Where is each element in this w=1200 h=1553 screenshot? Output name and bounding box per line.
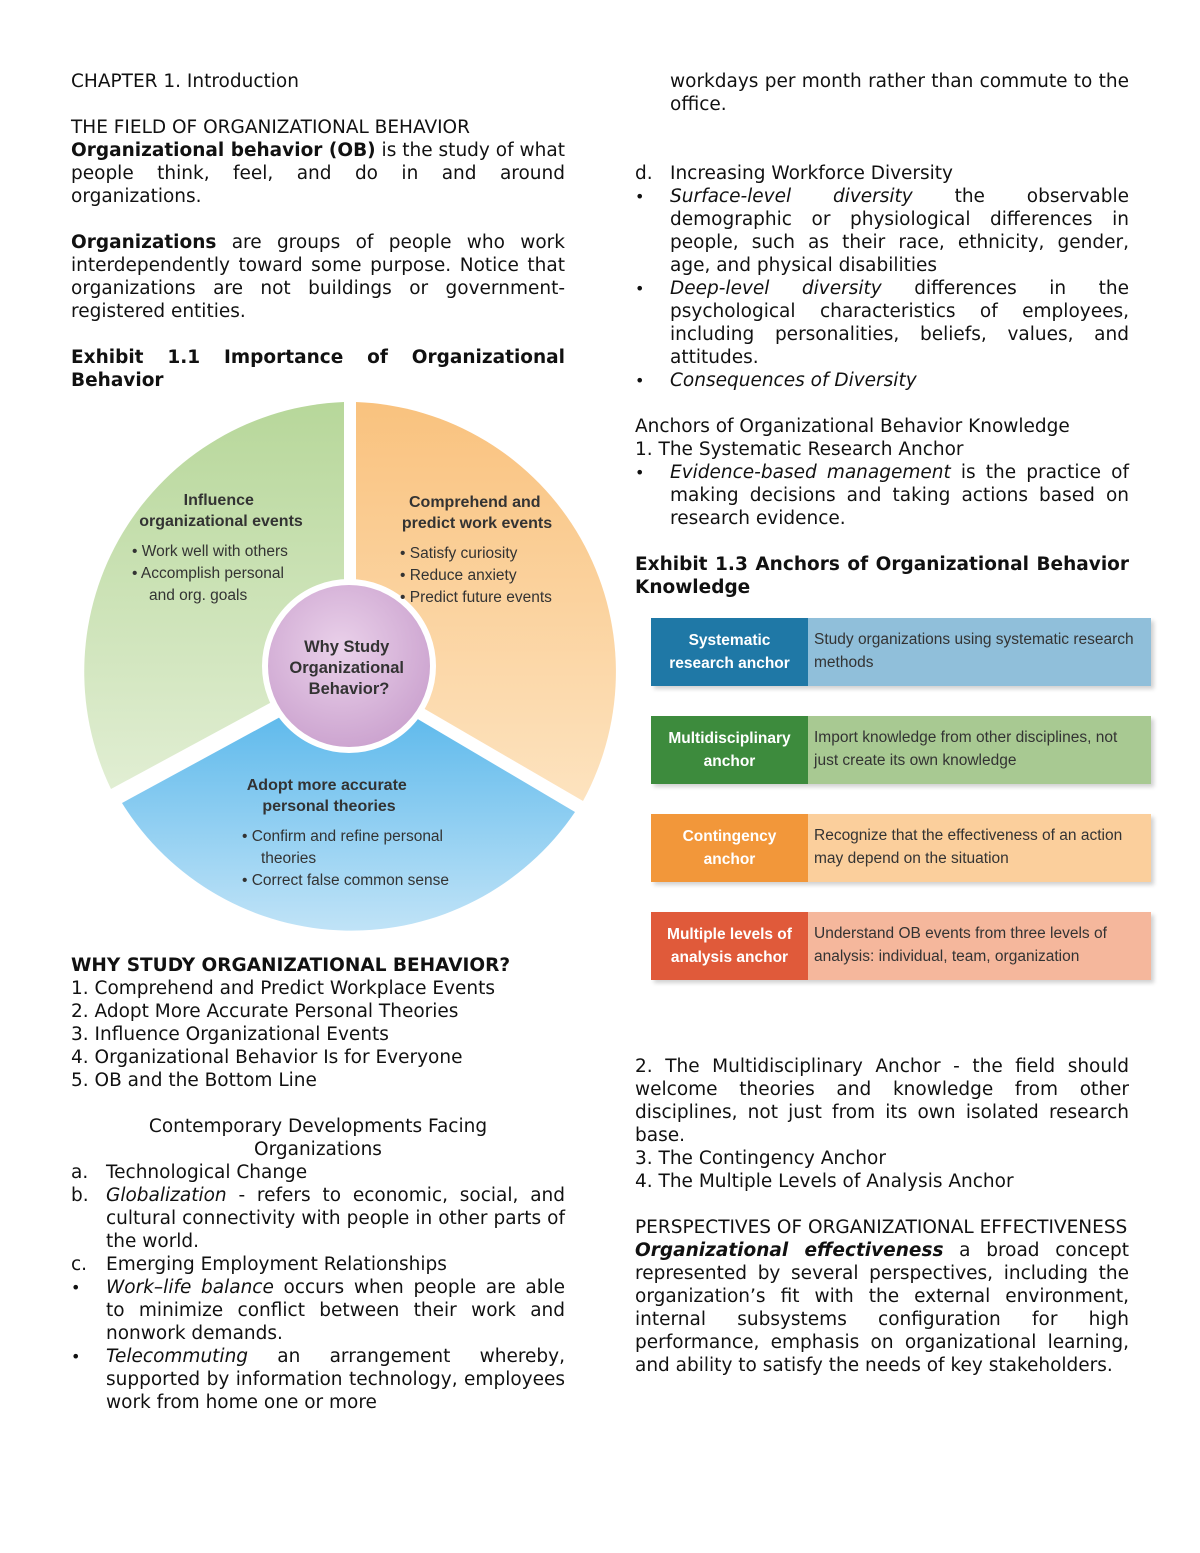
term: Deep-level diversity	[670, 278, 882, 299]
list-text: Technological Change	[106, 1162, 308, 1183]
term: Globalization	[106, 1185, 227, 1206]
adopt-title: Adopt more accurate	[246, 777, 407, 794]
anchors-heading: Anchors of Organizational Behavior Knowledge	[635, 416, 1070, 437]
oe-definition	[635, 1239, 1129, 1377]
why-item: 1. Comprehend and Predict Workplace Events	[71, 978, 495, 999]
indent	[635, 70, 670, 116]
anchor-label: Systematic research anchor	[651, 618, 808, 686]
adopt-title: personal theories	[262, 798, 396, 815]
influence-title: organizational events	[139, 513, 303, 530]
anchor-row	[651, 912, 1151, 980]
org-def-text: are groups of people who work interdependently toward some purpose. Notice that organizations are not buildings or government-registered entities.	[71, 232, 565, 322]
adopt-item: • Confirm and refine personal	[242, 828, 444, 845]
definition: an arrangement whereby, supported by information technology, employees work from home one or more	[106, 1346, 565, 1413]
anchor-description: Understand OB events from three levels of analysis: individual, team, organization	[808, 912, 1151, 980]
ob-def-text: is the study of what people think, feel, and do in and around organizations.	[71, 140, 565, 207]
anchors-exhibit	[651, 618, 1151, 1010]
term: Work–life balance	[106, 1277, 274, 1298]
influence-item: • Work well with others	[132, 543, 288, 560]
list-item	[71, 1184, 565, 1253]
bullet-text	[106, 1345, 565, 1414]
definition: is the practice of making decisions and taking actions based on research evidence.	[670, 462, 1129, 529]
anchor-item: 3. The Contingency Anchor	[635, 1148, 886, 1169]
list-text	[106, 1184, 565, 1253]
center-line: Why Study	[304, 638, 390, 656]
why-item: 2. Adopt More Accurate Personal Theories	[71, 1001, 459, 1022]
adopt-item: theories	[261, 850, 317, 867]
comprehend-item: • Predict future events	[400, 589, 552, 606]
comprehend-title: predict work events	[401, 515, 553, 532]
definition: differences in the psychological characteristics of employees, including personalities, beliefs, values, and attitudes.	[670, 278, 1129, 368]
bullet-icon: •	[71, 1347, 81, 1366]
bullet-icon: •	[635, 463, 645, 482]
center-line: Organizational	[289, 659, 405, 677]
bullet-item	[71, 1345, 565, 1414]
list-item	[71, 1253, 565, 1276]
anchor-description: Recognize that the effectiveness of an action may depend on the situation	[808, 814, 1151, 882]
oe-def-text: a broad concept represented by several perspectives, including the organization’s fit with the external environment, internal subsystems configuration for high performance, emphasis on organizational learning, and ability to satisfy the needs of key stakeholders.	[635, 1240, 1129, 1376]
anchor-item: 2. The Multidisciplinary Anchor - the field should welcome theories and knowledge from other disciplines, not just from its own isolated research base.	[635, 1056, 1129, 1146]
list-marker: c.	[71, 1254, 88, 1275]
why-item: 4. Organizational Behavior Is for Everyone	[71, 1047, 463, 1068]
contemporary-heading: Contemporary Developments Facing Organizations	[148, 1116, 488, 1160]
term: Surface-level diversity	[670, 186, 913, 207]
comprehend-item: • Satisfy curiosity	[400, 545, 518, 562]
anchor-description: Import knowledge from other disciplines, not just create its own knowledge	[808, 716, 1151, 784]
why-item: 5. OB and the Bottom Line	[71, 1070, 317, 1091]
bullet-item	[635, 369, 1129, 392]
anchor-row	[651, 716, 1151, 784]
bullet-icon: •	[635, 187, 645, 206]
list-text: Emerging Employment Relationships	[106, 1254, 447, 1275]
anchor-label: Contingency anchor	[651, 814, 808, 882]
anchor-item: 1. The Systematic Research Anchor	[635, 439, 964, 460]
importance-pie-svg	[78, 398, 623, 950]
bullet-icon: •	[635, 371, 645, 390]
exhibit-1-1-title: Exhibit 1.1 Importance of Organizational Behavior	[71, 347, 565, 391]
importance-of-ob-figure	[78, 398, 623, 950]
ob-definition	[71, 139, 565, 208]
bullet-item	[71, 1276, 565, 1345]
bullet-icon: •	[71, 1278, 81, 1297]
bullet-text	[106, 1276, 565, 1345]
center-line: Behavior?	[308, 680, 390, 698]
exhibit-1-3-title: Exhibit 1.3 Anchors of Organizational Behavior Knowledge	[635, 554, 1129, 598]
influence-title: Influence	[183, 492, 254, 509]
tele-continued: workdays per month rather than commute to the office.	[670, 71, 1129, 115]
list-marker: b.	[71, 1185, 89, 1206]
comprehend-title: Comprehend and	[408, 494, 541, 511]
anchor-label: Multiple levels of analysis anchor	[651, 912, 808, 980]
anchor-row	[651, 814, 1151, 882]
influence-item: • Accomplish personal	[132, 565, 284, 582]
list-text: Increasing Workforce Diversity	[670, 163, 954, 184]
definition: - refers to economic, social, and cultural connectivity with people in other parts of the world.	[106, 1185, 565, 1252]
bullet-icon: •	[635, 279, 645, 298]
list-marker: a.	[71, 1162, 89, 1183]
org-definition	[71, 231, 565, 323]
term: Telecommuting	[106, 1346, 249, 1367]
anchor-label: Multidisciplinary anchor	[651, 716, 808, 784]
bullet-text: Consequences of Diversity	[670, 370, 917, 391]
anchor-row	[651, 618, 1151, 686]
oe-term: Organizational effectiveness	[635, 1240, 944, 1261]
anchor-description: Study organizations using systematic research methods	[808, 618, 1151, 686]
bullet-text	[670, 461, 1129, 530]
bullet-item	[635, 461, 1129, 530]
list-item	[635, 162, 1129, 185]
term: Evidence-based management	[670, 462, 951, 483]
bullet-item	[635, 277, 1129, 369]
definition: the observable demographic or physiological differences in people, such as their race, ethnicity, gender, age, and physical disabilities	[670, 186, 1129, 276]
comprehend-item: • Reduce anxiety	[400, 567, 517, 584]
list-item	[71, 1161, 565, 1184]
why-item: 3. Influence Organizational Events	[71, 1024, 389, 1045]
org-term: Organizations	[71, 232, 217, 253]
why-heading: WHY STUDY ORGANIZATIONAL BEHAVIOR?	[71, 955, 511, 976]
adopt-item: • Correct false common sense	[242, 872, 450, 889]
anchor-item: 4. The Multiple Levels of Analysis Anchor	[635, 1171, 1014, 1192]
perspectives-heading: PERSPECTIVES OF ORGANIZATIONAL EFFECTIVENESS	[635, 1217, 1128, 1238]
section-heading-field: THE FIELD OF ORGANIZATIONAL BEHAVIOR	[71, 117, 470, 138]
bullet-continuation	[635, 70, 1129, 116]
list-marker: d.	[635, 163, 653, 184]
bullet-text	[670, 277, 1129, 369]
definition: occurs when people are able to minimize conflict between their work and nonwork demands.	[106, 1277, 565, 1344]
ob-term: Organizational behavior (OB)	[71, 140, 376, 161]
influence-item: and org. goals	[149, 587, 248, 604]
bullet-item	[635, 185, 1129, 277]
chapter-title: CHAPTER 1. Introduction	[71, 71, 299, 92]
bullet-text	[670, 185, 1129, 277]
